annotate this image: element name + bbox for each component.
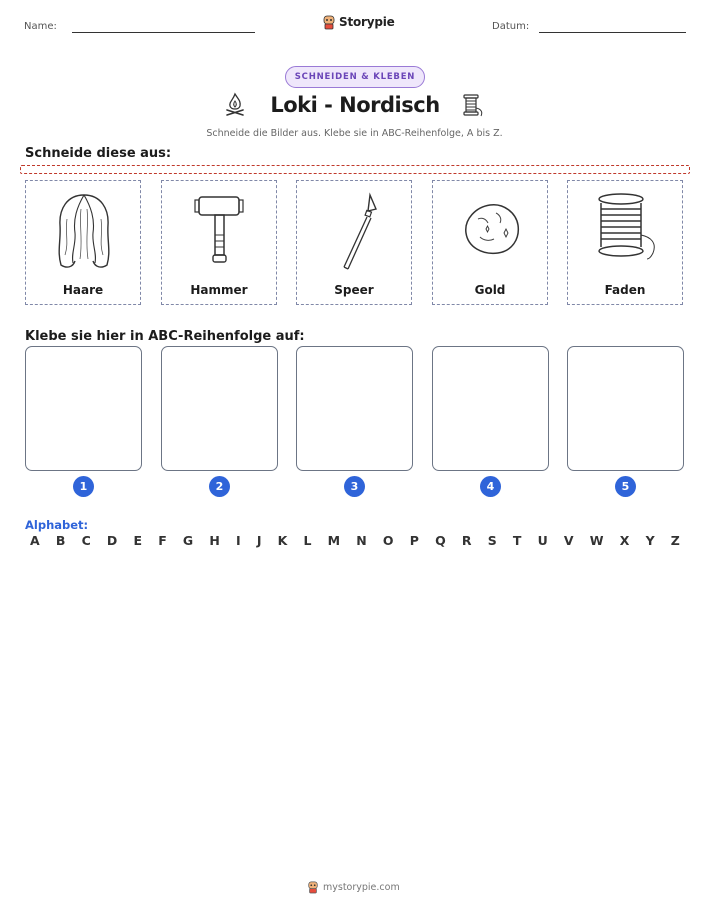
brand-logo bbox=[322, 14, 395, 30]
alphabet-letter: K bbox=[277, 533, 288, 548]
cut-card-speer[interactable] bbox=[296, 180, 412, 305]
date-label: Datum: bbox=[492, 21, 530, 32]
name-line[interactable] bbox=[72, 32, 255, 33]
thread-spool-small-icon bbox=[460, 92, 486, 118]
paste-slot-4[interactable] bbox=[432, 346, 549, 471]
instructions: Schneide die Bilder aus. Klebe sie in ABC-Reihenfolge, A bis Z. bbox=[206, 128, 503, 139]
alphabet-letter: J bbox=[256, 533, 262, 548]
alphabet-letter: Z bbox=[670, 533, 680, 548]
alphabet-letter: T bbox=[512, 533, 522, 548]
card-label: Gold bbox=[474, 283, 506, 297]
paste-slot-2[interactable] bbox=[161, 346, 278, 471]
storypie-mascot-icon bbox=[322, 14, 336, 30]
alphabet-letter: W bbox=[589, 533, 604, 548]
alphabet-letter: Q bbox=[435, 533, 446, 548]
slot-number-badge: 3 bbox=[344, 476, 365, 497]
alphabet-letter: H bbox=[209, 533, 220, 548]
cut-card-hammer[interactable] bbox=[161, 180, 277, 305]
page-title: Loki - Nordisch bbox=[270, 93, 440, 117]
footer bbox=[307, 880, 400, 894]
slot-number-badge: 5 bbox=[615, 476, 636, 497]
slot-number-badge: 1 bbox=[73, 476, 94, 497]
alphabet-letter: F bbox=[158, 533, 167, 548]
card-label: Haare bbox=[62, 283, 104, 297]
alphabet-letter: D bbox=[106, 533, 118, 548]
alphabet-letter: U bbox=[537, 533, 548, 548]
alphabet-letter: B bbox=[55, 533, 66, 548]
alphabet-letter: A bbox=[30, 533, 40, 548]
hair-icon bbox=[49, 189, 119, 277]
alphabet-letter: E bbox=[133, 533, 143, 548]
alphabet-letter: C bbox=[81, 533, 91, 548]
date-line[interactable] bbox=[539, 32, 686, 33]
spear-icon bbox=[320, 189, 390, 277]
alphabet-row bbox=[30, 533, 680, 548]
alphabet-letter: L bbox=[303, 533, 312, 548]
card-label: Hammer bbox=[190, 283, 248, 297]
alphabet-letter: P bbox=[409, 533, 419, 548]
paste-slot-3[interactable] bbox=[296, 346, 413, 471]
paste-section-title: Klebe sie hier in ABC-Reihenfolge auf: bbox=[25, 329, 305, 344]
footer-url[interactable]: mystorypie.com bbox=[323, 881, 400, 893]
hammer-icon bbox=[185, 189, 255, 277]
alphabet-letter: Y bbox=[645, 533, 655, 548]
alphabet-letter: O bbox=[382, 533, 394, 548]
alphabet-letter: X bbox=[619, 533, 630, 548]
paste-slot-1[interactable] bbox=[25, 346, 142, 471]
storypie-mascot-icon bbox=[307, 880, 319, 894]
gold-nugget-icon bbox=[456, 189, 526, 277]
cut-card-faden[interactable] bbox=[567, 180, 683, 305]
alphabet-letter: R bbox=[461, 533, 472, 548]
alphabet-letter: N bbox=[356, 533, 367, 548]
cut-section-title: Schneide diese aus: bbox=[25, 146, 172, 161]
alphabet-letter: I bbox=[236, 533, 241, 548]
slot-number-badge: 4 bbox=[480, 476, 501, 497]
cut-card-haare[interactable] bbox=[25, 180, 141, 305]
card-label: Faden bbox=[604, 283, 646, 297]
slot-number-badge: 2 bbox=[209, 476, 230, 497]
alphabet-title: Alphabet: bbox=[25, 518, 89, 532]
campfire-icon bbox=[224, 92, 246, 118]
brand-name: Storypie bbox=[339, 15, 395, 29]
cut-line bbox=[20, 165, 690, 174]
card-label: Speer bbox=[334, 283, 374, 297]
alphabet-letter: G bbox=[182, 533, 194, 548]
paste-slot-5[interactable] bbox=[567, 346, 684, 471]
thread-spool-icon bbox=[591, 189, 661, 277]
activity-badge: SCHNEIDEN & KLEBEN bbox=[285, 66, 425, 88]
name-label: Name: bbox=[24, 21, 57, 32]
alphabet-letter: V bbox=[563, 533, 574, 548]
alphabet-letter: M bbox=[327, 533, 341, 548]
cut-card-gold[interactable] bbox=[432, 180, 548, 305]
alphabet-letter: S bbox=[487, 533, 497, 548]
